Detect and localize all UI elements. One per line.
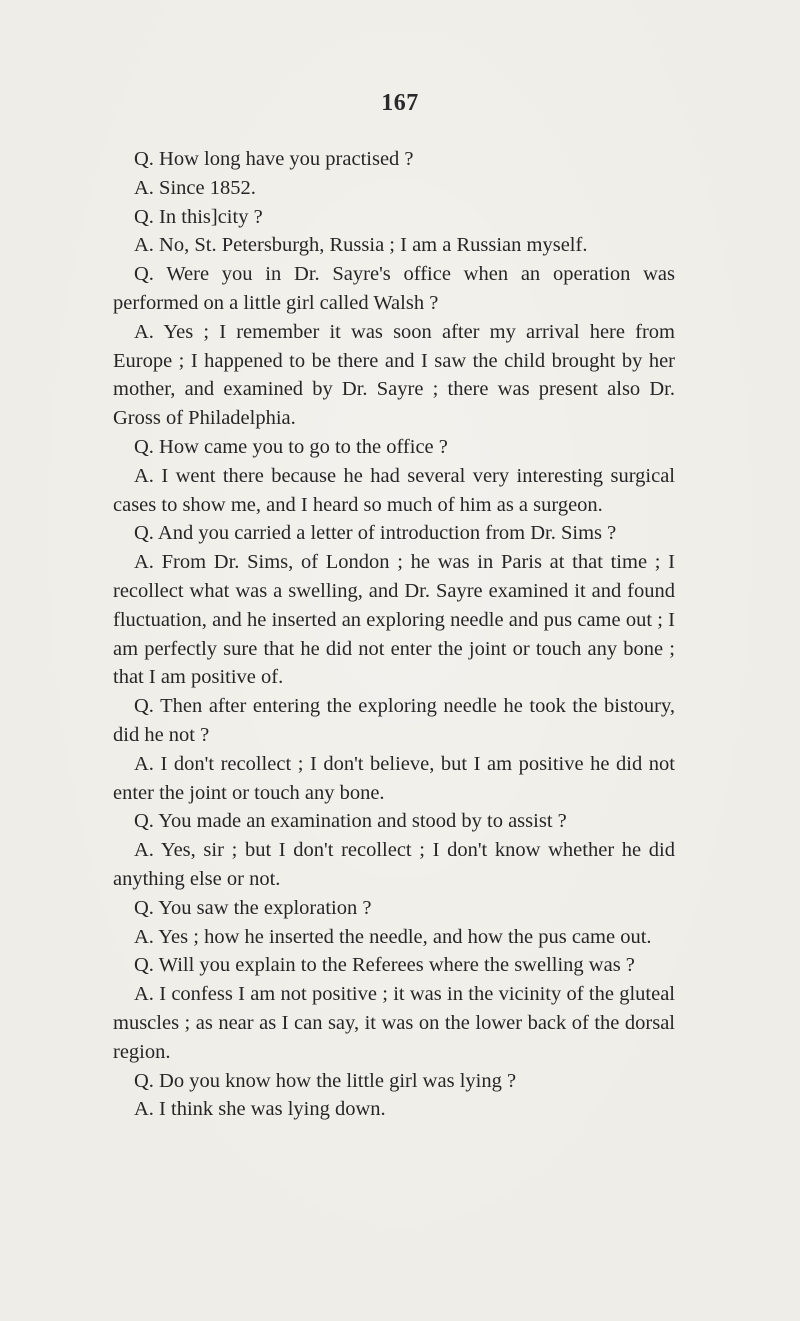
paragraph: Q. How came you to go to the office ? <box>134 435 448 458</box>
paragraph: A. Yes ; how he inserted the needle, and how the pus came out. <box>134 925 652 948</box>
paragraph: Q. Do you know how the little girl was lying ? <box>134 1069 517 1092</box>
page-number: 167 <box>381 90 419 116</box>
paragraph: Q. And you carried a letter of introduction from Dr. Sims ? <box>134 522 617 545</box>
paragraph: A. I think she was lying down. <box>134 1098 386 1121</box>
paragraph: A. From Dr. Sims, of London ; he was in Paris at that time ; I recollect what was a swelling, and Dr. Sayre examined it and found fluctuation, and he inserted an exploring needle and pus came out ; I am perfectly sure that he did not enter the joint or touch any bone ; that I am positive of. <box>113 551 675 689</box>
paragraph: Q. Were you in Dr. Sayre's office when an operation was performed on a little girl called Walsh ? <box>113 263 675 314</box>
paragraph: A. I confess I am not positive ; it was in the vicinity of the gluteal muscles ; as near as I can say, it was on the lower back of the dorsal region. <box>113 983 675 1063</box>
paragraph: Q. Then after entering the exploring needle he took the bistoury, did he not ? <box>113 695 675 746</box>
paragraph: A. No, St. Petersburgh, Russia ; I am a Russian myself. <box>134 234 588 257</box>
paragraph: A. Yes ; I remember it was soon after my arrival here from Europe ; I happened to be there and I saw the child brought by her mother, and examined by Dr. Sayre ; there was present also Dr. Gross of Philadelphia. <box>113 320 675 430</box>
testimony-text <box>113 145 675 1124</box>
paragraph: A. I went there because he had several very interesting surgical cases to show me, and I heard so much of him as a surgeon. <box>113 464 675 516</box>
paragraph: Q. Will you explain to the Referees where the swelling was ? <box>134 954 635 977</box>
paragraph: A. I don't recollect ; I don't believe, but I am positive he did not enter the joint or touch any bone. <box>113 752 675 804</box>
paragraph: A. Yes, sir ; but I don't recollect ; I don't know whether he did anything else or not. <box>113 839 675 890</box>
paragraph: Q. How long have you practised ? <box>134 148 414 170</box>
paragraph: A. Since 1852. <box>134 176 256 199</box>
paragraph: Q. You made an examination and stood by to assist ? <box>134 810 567 833</box>
paragraph: Q. In this]city ? <box>134 205 263 228</box>
paragraph: Q. You saw the exploration ? <box>134 896 372 919</box>
